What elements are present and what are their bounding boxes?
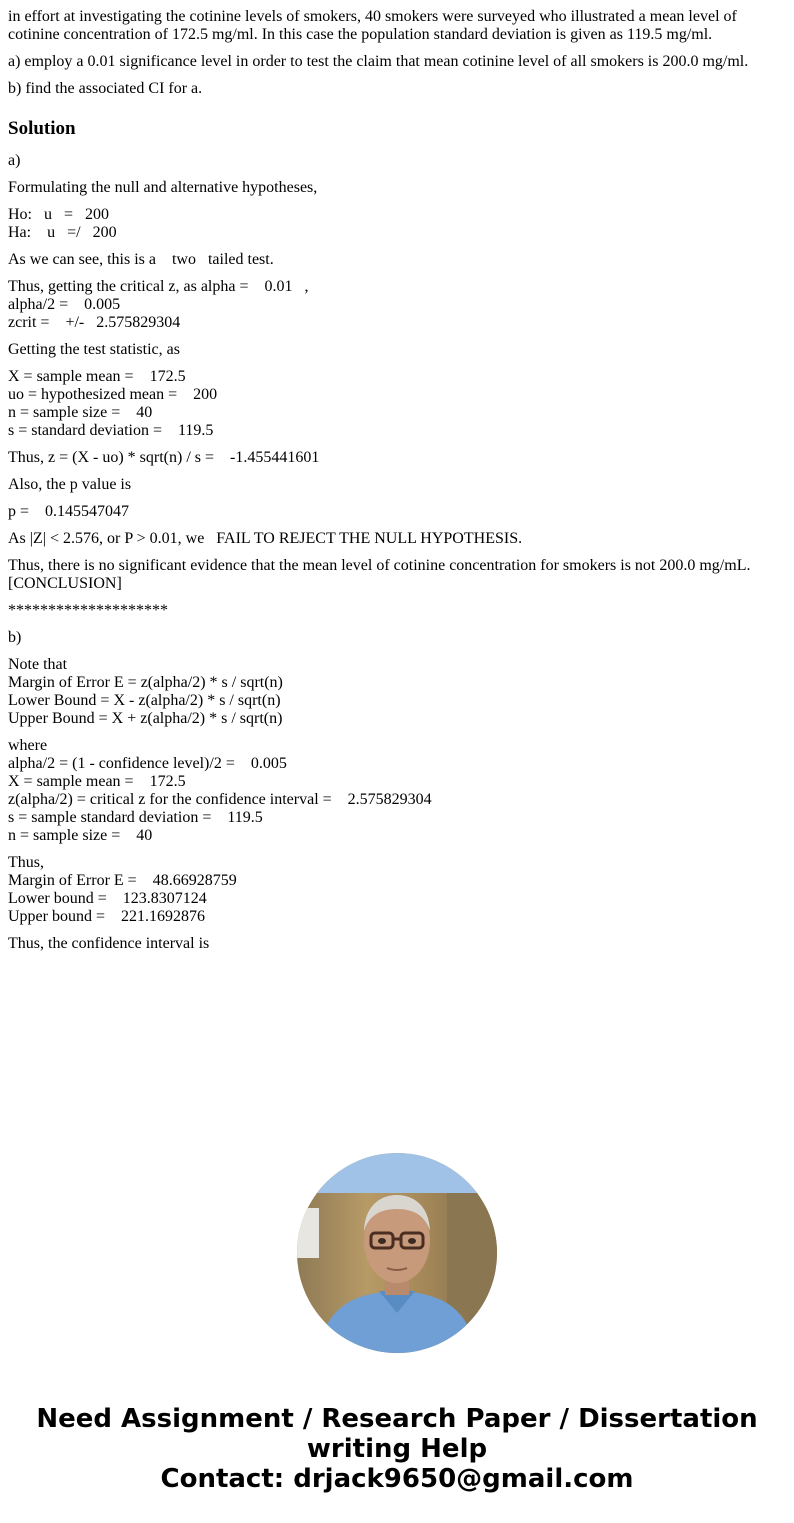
promo-line-2: writing Help: [306, 1434, 488, 1464]
formulating-text: Formulating the null and alternative hypotheses,: [8, 179, 318, 196]
p-value-intro: Also, the p value is: [8, 476, 132, 493]
promo-line-1: Need Assignment / Research Paper / Dissertation: [36, 1404, 758, 1434]
document-body: [8, 8, 778, 962]
critical-z-block: Thus, getting the critical z, as alpha = 0.01 , alpha/2 = 0.005 zcrit = +/- 2.575829304: [8, 278, 309, 331]
z-statistic-text: Thus, z = (X - uo) * sqrt(n) / s = -1.455441601: [8, 449, 320, 466]
question-part-b: b) find the associated CI for a.: [8, 80, 203, 97]
promo-banner: [0, 1404, 794, 1494]
sample-values-block: X = sample mean = 172.5 uo = hypothesized mean = 200 n = sample size = 40 s = standard deviation = 119.5: [8, 368, 218, 439]
p-value-text: p = 0.145547047: [8, 503, 130, 520]
promo-contact: Contact: drjack9650@gmail.com: [160, 1464, 634, 1494]
where-block: where alpha/2 = (1 - confidence level)/2 = 0.005 X = sample mean = 172.5 z(alpha/2) = critical z for the confidence interval = 2.575829304 s = sample standard deviation = 119.5 n = sample size = 40: [8, 737, 432, 844]
results-block: Thus, Margin of Error E = 48.66928759 Lower bound = 123.8307124 Upper bound = 221.1692876: [8, 854, 237, 925]
test-statistic-intro: Getting the test statistic, as: [8, 341, 180, 358]
two-tailed-text: As we can see, this is a two tailed test.: [8, 251, 274, 268]
part-a-label: a): [8, 152, 21, 169]
person-portrait-icon: [297, 1153, 497, 1353]
question-part-a: a) employ a 0.01 significance level in order to test the claim that mean cotinine level of all smokers is 200.0 mg/ml.: [8, 53, 749, 70]
question-intro: in effort at investigating the cotinine levels of smokers, 40 smokers were surveyed who illustrated a mean level of cotinine concentration of 172.5 mg/ml. In this case the population standard deviation is given as 119.5 mg/ml.: [8, 8, 741, 43]
separator-text: ********************: [8, 602, 168, 619]
hypotheses-block: Ho: u = 200 Ha: u =/ 200: [8, 206, 117, 241]
part-b-label: b): [8, 629, 22, 646]
decision-text: As |Z| < 2.576, or P > 0.01, we FAIL TO REJECT THE NULL HYPOTHESIS.: [8, 530, 523, 547]
conclusion-text: Thus, there is no significant evidence that the mean level of cotinine concentration for smokers is not 200.0 mg/mL. [CONCLUSION]: [8, 557, 755, 592]
ci-intro-text: Thus, the confidence interval is: [8, 935, 210, 952]
margin-formula-block: Note that Margin of Error E = z(alpha/2) * s / sqrt(n) Lower Bound = X - z(alpha/2) * s / sqrt(n) Upper Bound = X + z(alpha/2) * s / sqrt(n): [8, 656, 283, 727]
solution-heading: Solution: [8, 118, 76, 139]
